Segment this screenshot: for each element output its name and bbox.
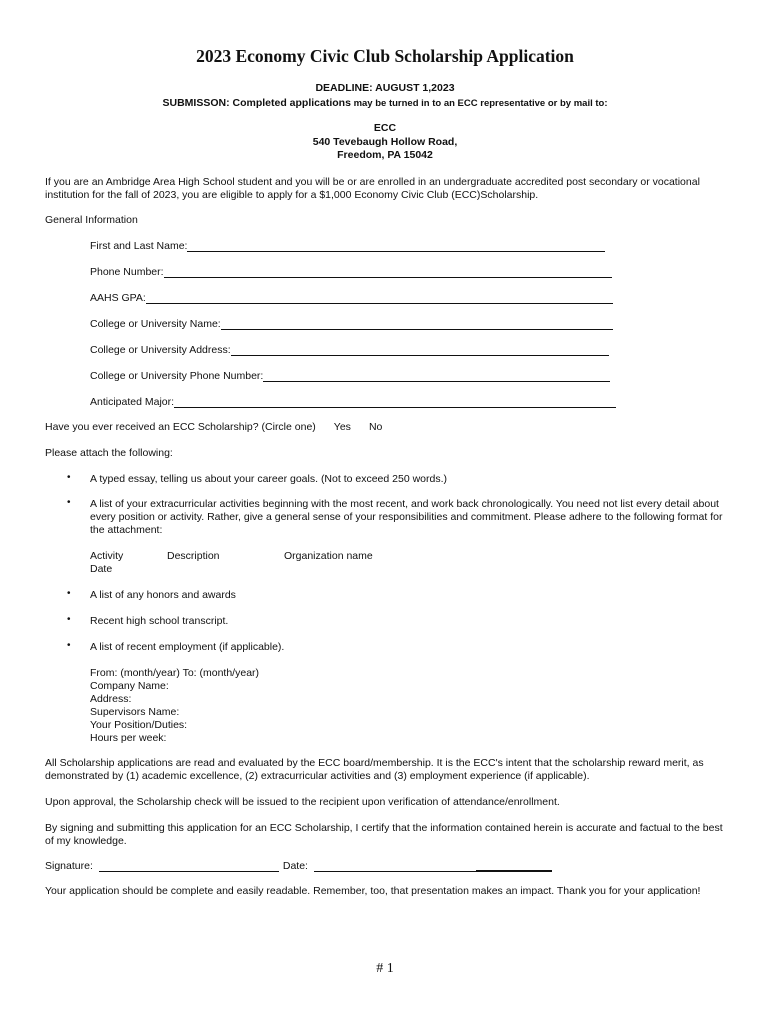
gpa-blank-line[interactable] xyxy=(146,293,613,304)
date-blank-line[interactable] xyxy=(314,861,476,872)
format-activity: Activity xyxy=(90,550,124,562)
evaluation-paragraph: All Scholarship applications are read and evaluated by the ECC board/membership. It is the ECC's intent that the scholarship reward merit, as demonstrated by (1) academic excellence, (2) extracurricular activities and (3) employment experience (if applicable). xyxy=(45,757,704,782)
approval-paragraph: Upon approval, the Scholarship check will be issued to the recipient upon verification of attendance/enrollment. xyxy=(45,796,560,808)
bullet-essay: A typed essay, telling us about your career goals. (Not to exceed 250 words.) xyxy=(90,473,447,485)
phone-field[interactable] xyxy=(90,266,612,278)
name-blank-line[interactable] xyxy=(187,241,605,252)
bullet-honors: A list of any honors and awards xyxy=(90,589,236,601)
address-city: Freedom, PA 15042 xyxy=(337,149,433,161)
closing-paragraph: Your application should be complete and easily readable. Remember, too, that presentation makes an impact. Thank you for your application! xyxy=(45,885,701,897)
college-phone-field[interactable] xyxy=(90,370,610,382)
deadline-line: DEADLINE: AUGUST 1,2023 xyxy=(315,82,455,94)
address-street: 540 Tevebaugh Hollow Road, xyxy=(312,136,458,148)
name-label: First and Last Name: xyxy=(90,240,188,252)
gpa-field[interactable] xyxy=(90,292,613,304)
received-no-option[interactable]: No xyxy=(368,421,383,433)
college-name-label: College or University Name: xyxy=(90,318,221,330)
submission-rest: may be turned in to an ECC representative or by mail to: xyxy=(350,98,608,109)
employment-hours: Hours per week: xyxy=(90,732,167,744)
document-title: 2023 Economy Civic Club Scholarship Application xyxy=(196,46,574,66)
bullet-marker: • xyxy=(67,614,71,625)
college-name-field[interactable] xyxy=(90,318,613,330)
employment-supervisor: Supervisors Name: xyxy=(90,706,180,718)
format-organization: Organization name xyxy=(284,550,373,562)
bullet-marker: • xyxy=(67,640,71,651)
received-question-text: Have you ever received an ECC Scholarship? (Circle one) xyxy=(45,421,316,433)
phone-label: Phone Number: xyxy=(90,266,164,278)
college-name-blank-line[interactable] xyxy=(221,319,613,330)
submission-line xyxy=(0,97,770,109)
employment-address: Address: xyxy=(90,693,132,705)
format-date: Date xyxy=(90,563,113,575)
bullet-transcript: Recent high school transcript. xyxy=(90,615,229,627)
employment-from-to: From: (month/year) To: (month/year) xyxy=(90,667,260,679)
college-address-label: College or University Address: xyxy=(90,344,231,356)
date-label: Date: xyxy=(282,860,308,872)
signature-row xyxy=(45,860,552,872)
page-number: # 1 xyxy=(376,961,394,976)
college-address-blank-line[interactable] xyxy=(231,345,609,356)
date-blank-line-extension[interactable] xyxy=(476,860,552,872)
bullet-marker: • xyxy=(67,497,71,508)
received-yes-option[interactable]: Yes xyxy=(333,421,351,433)
attach-heading: Please attach the following: xyxy=(45,447,173,459)
college-phone-blank-line[interactable] xyxy=(263,371,610,382)
format-description: Description xyxy=(167,550,220,562)
name-field[interactable] xyxy=(90,240,605,252)
bullet-activities: A list of your extracurricular activities beginning with the most recent, and work back chronologically. You need not list every detail about every position or activity. Rather, give a general sense of your responsibilities and commitment. Please adhere to the following format for the attachment: xyxy=(90,498,723,536)
bullet-employment: A list of recent employment (if applicable). xyxy=(90,641,285,653)
phone-blank-line[interactable] xyxy=(164,267,612,278)
certification-paragraph: By signing and submitting this application for an ECC Scholarship, I certify that the information contained herein is accurate and factual to the best of my knowledge. xyxy=(45,822,723,847)
major-field[interactable] xyxy=(90,396,616,408)
employment-format-block xyxy=(90,667,259,745)
bullet-marker: • xyxy=(67,588,71,599)
major-label: Anticipated Major: xyxy=(90,396,175,408)
bullet-marker: • xyxy=(67,472,71,483)
received-scholarship-question xyxy=(45,421,730,434)
signature-label: Signature: xyxy=(45,860,93,872)
signature-blank-line[interactable] xyxy=(99,861,279,872)
major-blank-line[interactable] xyxy=(174,397,616,408)
gpa-label: AAHS GPA: xyxy=(90,292,146,304)
college-phone-label: College or University Phone Number: xyxy=(90,370,264,382)
address-org: ECC xyxy=(373,122,397,134)
employment-position: Your Position/Duties: xyxy=(90,719,188,731)
college-address-field[interactable] xyxy=(90,344,609,356)
activity-format-block xyxy=(90,550,490,576)
general-info-heading: General Information xyxy=(45,214,138,226)
eligibility-paragraph: If you are an Ambridge Area High School student and you will be or are enrolled in an undergraduate accredited post secondary or vocational institution for the fall of 2023, you are eligible to apply for a $1,000 Economy Civic Club (ECC)Scholarship. xyxy=(45,176,700,201)
submission-bold: SUBMISSON: Completed applications xyxy=(162,97,351,109)
employment-company: Company Name: xyxy=(90,680,169,692)
